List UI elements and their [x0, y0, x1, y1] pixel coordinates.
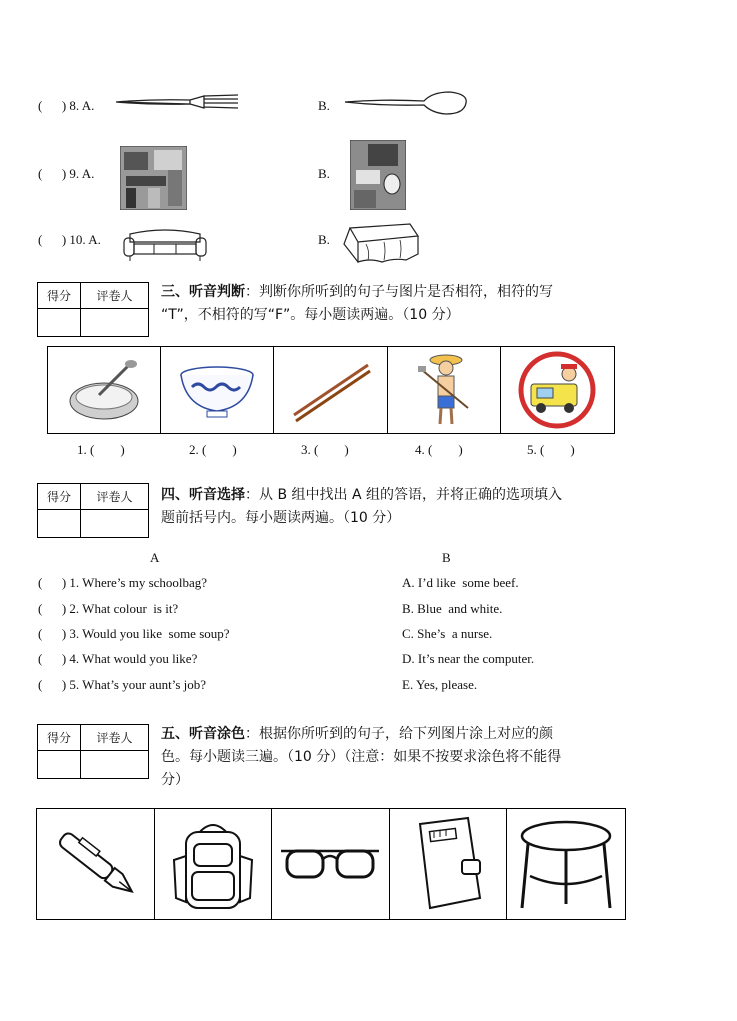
question-label: ( ) 10. A. — [38, 232, 101, 247]
score-cell[interactable] — [38, 751, 81, 779]
question-3[interactable]: ( ) 3. Would you like some soup? — [38, 626, 230, 641]
score-box — [37, 282, 149, 337]
score-label: 得分 — [38, 283, 81, 309]
section3-instructions — [161, 281, 631, 327]
score-box — [37, 483, 149, 538]
section3-line2: “T”，不相符的写“F”。每小题读两遍。（10 分） — [161, 307, 460, 323]
grader-label: 评卷人 — [81, 725, 149, 751]
answer-option-b: B. Blue and white. — [402, 601, 503, 616]
option-b-label: B. — [318, 232, 330, 247]
section4-line1: ：从 B 组中找出 A 组的答语，并将正确的选项填入 — [245, 487, 562, 503]
farmer-icon — [388, 347, 501, 433]
question-5[interactable]: ( ) 5. What’s your aunt’s job? — [38, 677, 207, 692]
schoolbag-icon[interactable] — [155, 809, 273, 919]
kitchen-photo — [120, 146, 187, 210]
fork-icon — [112, 90, 242, 114]
answer-blank-4[interactable]: 4. ( ) — [415, 442, 463, 457]
answer-blank-5[interactable]: 5. ( ) — [527, 442, 575, 457]
rice-bowl-icon — [161, 347, 274, 433]
answer-option-a: A. I’d like some beef. — [402, 575, 519, 590]
section4-line2: 题前括号内。每小题读两遍。（10 分） — [161, 510, 401, 526]
section4-instructions — [161, 484, 631, 530]
score-cell[interactable] — [38, 309, 81, 337]
answer-blank-1[interactable]: 1. ( ) — [77, 442, 125, 457]
section5-line3: 分） — [161, 772, 189, 788]
spoon-icon — [342, 88, 470, 118]
option-b-label: B. — [318, 166, 330, 181]
grader-cell[interactable] — [81, 510, 149, 538]
pen-icon[interactable] — [37, 809, 155, 919]
answer-blank-2[interactable]: 2. ( ) — [189, 442, 237, 457]
section3-title: 三、听音判断 — [161, 284, 245, 300]
column-b-header: B — [442, 550, 451, 565]
option-b-label: B. — [318, 98, 330, 113]
question-2[interactable]: ( ) 2. What colour is it? — [38, 601, 179, 616]
bed-icon — [340, 220, 422, 266]
section3-line1: ：判断你所听到的句子与图片是否相符，相符的写 — [245, 284, 553, 300]
grader-label: 评卷人 — [81, 484, 149, 510]
question-4[interactable]: ( ) 4. What would you like? — [38, 651, 198, 666]
answer-blank-3[interactable]: 3. ( ) — [301, 442, 349, 457]
section5-line2: 色。每小题读三遍。（10 分）（注意：如果不按要求涂色将不能得 — [161, 749, 562, 765]
answer-option-c: C. She’s a nurse. — [402, 626, 493, 641]
chopsticks-icon — [274, 347, 387, 433]
driver-icon — [501, 347, 614, 433]
table-icon[interactable] — [507, 809, 625, 919]
score-label: 得分 — [38, 484, 81, 510]
score-box — [37, 724, 149, 779]
section5-title: 五、听音涂色 — [161, 726, 245, 742]
grader-label: 评卷人 — [81, 283, 149, 309]
section5-coloring-strip — [36, 808, 626, 920]
grader-cell[interactable] — [81, 751, 149, 779]
notebook-icon[interactable] — [390, 809, 508, 919]
sofa-icon — [122, 224, 208, 262]
bathroom-photo — [350, 140, 406, 210]
section4-title: 四、听音选择 — [161, 487, 245, 503]
grader-cell[interactable] — [81, 309, 149, 337]
question-label: ( ) 9. A. — [38, 166, 95, 181]
question-1[interactable]: ( ) 1. Where’s my schoolbag? — [38, 575, 208, 590]
score-cell[interactable] — [38, 510, 81, 538]
answer-option-d: D. It’s near the computer. — [402, 651, 535, 666]
noodle-bowl-icon — [48, 347, 161, 433]
question-label: ( ) 8. A. — [38, 98, 95, 113]
section3-picture-strip — [47, 346, 615, 434]
glasses-icon[interactable] — [272, 809, 390, 919]
section5-instructions — [161, 723, 631, 792]
column-a-header: A — [150, 550, 160, 565]
section5-line1: ：根据你所听到的句子，给下列图片涂上对应的颜 — [245, 726, 553, 742]
answer-option-e: E. Yes, please. — [402, 677, 478, 692]
score-label: 得分 — [38, 725, 81, 751]
